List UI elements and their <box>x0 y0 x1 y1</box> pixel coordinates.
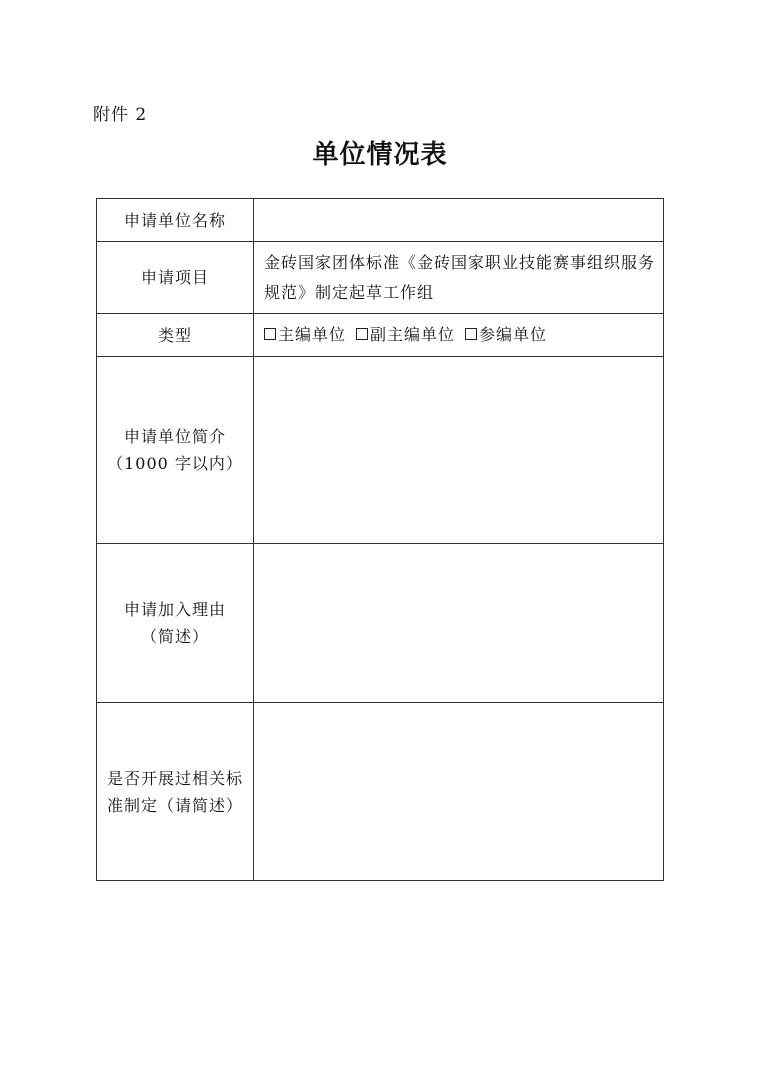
table-row-standard <box>97 703 664 881</box>
unit-info-table <box>96 198 664 881</box>
intro-label-line2: （1000 字以内） <box>107 454 243 473</box>
checkbox-icon[interactable] <box>264 328 276 340</box>
attachment-label: 附件 2 <box>93 105 148 125</box>
table-row-type <box>97 314 664 357</box>
intro-label-line1: 申请单位简介 <box>123 427 226 446</box>
intro-field[interactable] <box>254 357 664 544</box>
type-options <box>254 314 664 357</box>
reason-label-line1: 申请加入理由 <box>123 600 226 619</box>
unit-name-label: 申请单位名称 <box>97 199 254 242</box>
checkbox-icon[interactable] <box>465 328 477 340</box>
project-label: 申请项目 <box>97 242 254 314</box>
checkbox-icon[interactable] <box>356 328 368 340</box>
unit-name-field[interactable] <box>254 199 664 242</box>
page-title: 单位情况表 <box>312 140 448 170</box>
table-row-project <box>97 242 664 314</box>
project-value: 金砖国家团体标准《金砖国家职业技能赛事组织服务规范》制定起草工作组 <box>254 242 664 314</box>
reason-field[interactable] <box>254 544 664 703</box>
type-option-chief-editor[interactable] <box>264 320 346 350</box>
standard-label: 是否开展过相关标准制定（请简述） <box>97 703 254 881</box>
table-row-reason <box>97 544 664 703</box>
reason-label-line2: （简述） <box>140 627 209 646</box>
type-option-participant[interactable] <box>465 320 547 350</box>
intro-label <box>97 357 254 544</box>
table-row-intro <box>97 357 664 544</box>
type-option-label: 参编单位 <box>479 325 548 344</box>
type-label: 类型 <box>97 314 254 357</box>
type-option-deputy-editor[interactable] <box>356 320 455 350</box>
type-option-label: 主编单位 <box>278 325 347 344</box>
type-option-label: 副主编单位 <box>370 325 456 344</box>
standard-field[interactable] <box>254 703 664 881</box>
table-row-unit-name <box>97 199 664 242</box>
reason-label <box>97 544 254 703</box>
